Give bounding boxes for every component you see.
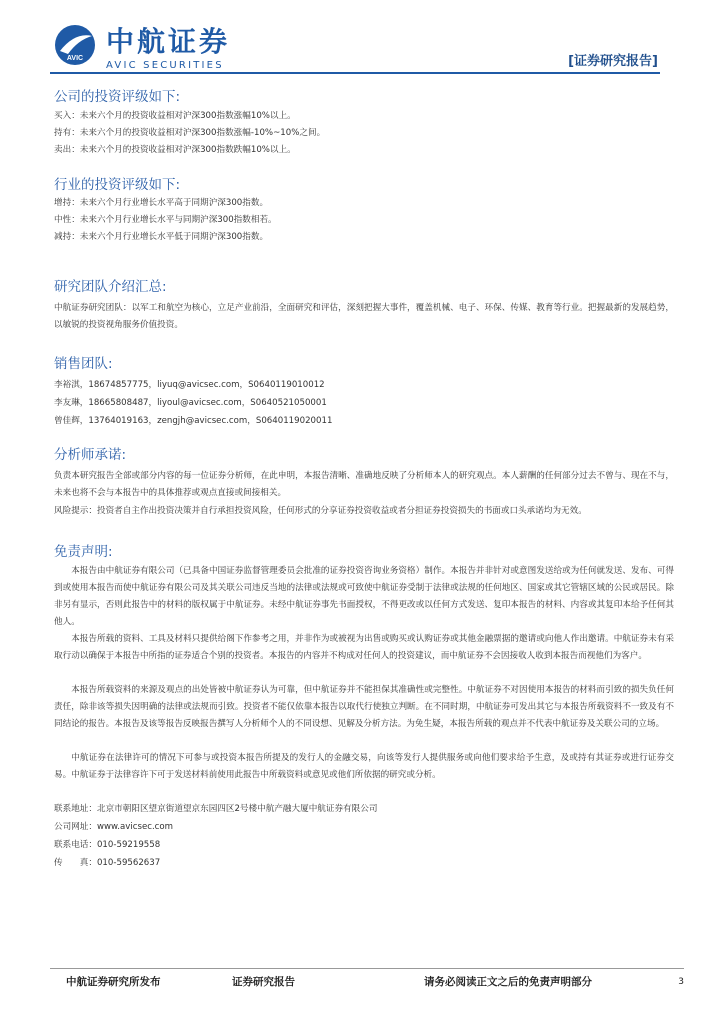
disclaimer-paragraph: 本报告由中航证券有限公司（已具备中国证券监督管理委员会批准的证券投资咨询业务资格）制作。本报告并非针对或意图发送给或为任何就发送、发布、可得到或使用本报告而使中航证券有限公司及其关联公司违反当地的法律或法规或可致使中航证券受制于法律或法规的任何地区、国家或其它管辖区域的公民或居民。除非另有显示，否则此报告中的材料的版权属于中航证券。未经中航证券事先书面授权，不得更改或以任何方式发送、复印本报告的材料、内容或其复印本给予任何其他人。 [54,566,674,627]
analyst-commitment: 负责本研究报告全部或部分内容的每一位证券分析师，在此申明，本报告清晰、准确地反映了分析师本人的研究观点。本人薪酬的任何部分过去不曾与、现在不与，未来也将不会与本报告中的具体推荐或观点直接或间接相关。 [54,471,674,498]
disclaimer-paragraph: 中航证券在法律许可的情况下可参与或投资本报告所提及的发行人的金融交易，向该等发行人提供服务或向他们要求给予生意，及或持有其证券或进行证券交易。中航证券于法律容许下可于发送材料前使用此报告中所载资料或意见或他们所依据的研究或分析。 [54,753,674,780]
industry-rating-overweight: 增持：未来六个月行业增长水平高于同期沪深300指数。 [54,198,269,208]
analyst-title: 分析师承诺: [54,447,127,463]
footer-publisher: 中航证券研究所发布 [66,976,161,988]
sales-member: 李裕淇，18674857775，liyuq@avicsec.com，S0640119010012 [54,380,325,390]
industry-rating-neutral: 中性：未来六个月行业增长水平与同期沪深300指数相若。 [54,215,277,225]
team-text: 中航证券研究团队：以军工和航空为核心，立足产业前沿，全面研究和评估，深刻把握大事件，覆盖机械、电子、环保、传媒、教育等行业。把握最新的发展趋势，以敏锐的投资视角服务价值投资。 [54,303,674,330]
page-number: 3 [678,977,684,987]
footer-report-type: 证券研究报告 [232,976,295,988]
disclaimer-paragraph: 本报告所载的资料、工具及材料只提供给阁下作参考之用，并非作为或被视为出售或购买或认购证券或其他金融票据的邀请或向他人作出邀请。中航证券未有采取行动以确保于本报告中所指的证券适合个别的投资者。本报告的内容并不构成对任何人的投资建议，而中航证券不会因接收人收到本报告而视他们为客户。 [54,634,674,661]
contact-website[interactable]: 公司网址：www.avicsec.com [54,822,174,832]
contact-address: 联系地址：北京市朝阳区望京街道望京东园四区2号楼中航产融大厦中航证券有限公司 [54,804,378,814]
company-rating-buy: 买入：未来六个月的投资收益相对沪深300指数涨幅10%以上。 [54,111,296,121]
sales-member: 曾佳辉，13764019163，zengjh@avicsec.com，S0640119020011 [54,416,333,426]
sales-member: 李友琳，18665808487，liyoul@avicsec.com，S0640521050001 [54,398,327,408]
company-rating-sell: 卖出：未来六个月的投资收益相对沪深300指数跌幅10%以上。 [54,145,296,155]
header-divider [50,72,660,74]
company-logo [54,24,254,74]
company-rating-hold: 持有：未来六个月的投资收益相对沪深300指数涨幅-10%~10%之间。 [54,128,326,138]
brand-cn: 中航证券 [106,25,231,58]
company-rating-title: 公司的投资评级如下: [54,89,181,105]
report-tag: [证券研究报告] [568,54,658,69]
team-title: 研究团队介绍汇总: [54,279,167,295]
disclaimer-paragraph: 本报告所载资料的来源及观点的出处皆被中航证券认为可靠，但中航证券并不能担保其准确性或完整性。中航证券不对因使用本报告的材料而引致的损失负任何责任，除非该等损失因明确的法律或法规而引致。投资者不能仅依靠本报告以取代行使独立判断。在不同时期，中航证券可发出其它与本报告所载资料不一致及有不同结论的报告。本报告及该等报告反映报告撰写人分析师个人的不同设想、见解及分析方法。为免生疑，本报告所载的观点并不代表中航证券及关联公司的立场。 [54,685,674,729]
disclaimer-title: 免责声明: [54,544,113,560]
contact-phone: 联系电话：010-59219558 [54,840,161,850]
sales-title: 销售团队: [54,356,113,372]
risk-warning: 风险提示：投资者自主作出投资决策并自行承担投资风险，任何形式的分享证券投资收益或者分担证券投资损失的书面或口头承诺均为无效。 [54,506,587,516]
footer-divider [50,968,684,969]
brand-en: AVIC SECURITIES [106,60,224,71]
industry-rating-underweight: 减持：未来六个月行业增长水平低于同期沪深300指数。 [54,232,269,242]
industry-rating-title: 行业的投资评级如下: [54,177,181,193]
contact-fax: 传 真：010-59562637 [54,858,161,868]
logo-mark-text: AVIC [66,55,84,62]
footer-disclaimer-note: 请务必阅读正文之后的免责声明部分 [424,976,592,988]
avic-logo-icon [54,24,96,66]
